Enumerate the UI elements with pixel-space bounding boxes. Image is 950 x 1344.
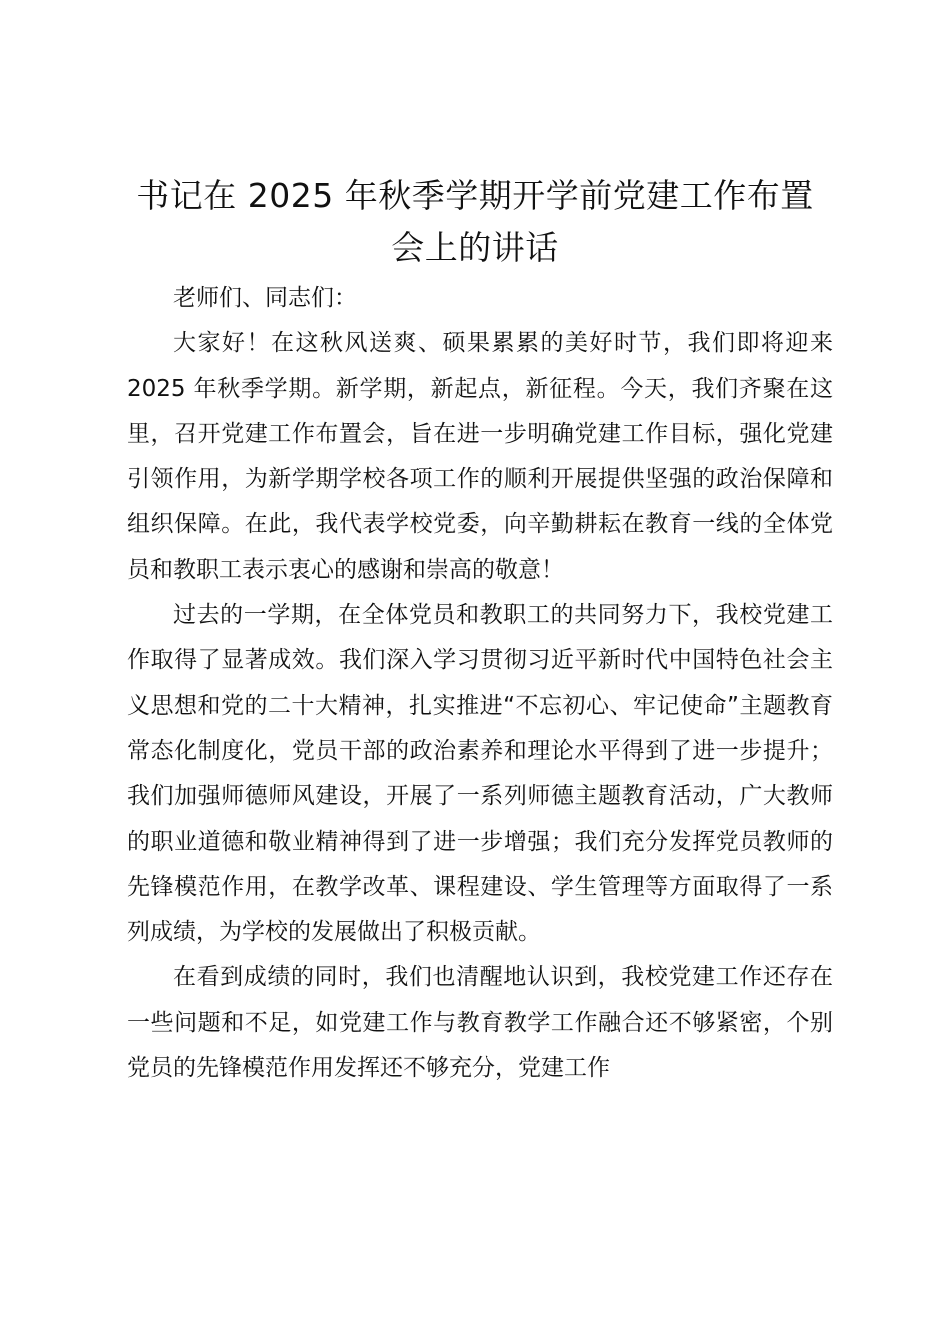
paragraph: 在看到成绩的同时，我们也清醒地认识到，我校党建工作还存在一些问题和不足，如党建工作与教育教学工作融合还不够紧密，个别党员的先锋模范作用发挥还不够充分，党建工作	[127, 964, 833, 1082]
document-body	[127, 276, 833, 1091]
paragraph: 大家好！在这秋风送爽、硕果累累的美好时节，我们即将迎来 2025 年秋季学期。新学期，新起点，新征程。今天，我们齐聚在这里，召开党建工作布置会，旨在进一步明确党建工作目标，强化党建引领作用，为新学期学校各项工作的顺利开展提供坚强的政治保障和组织保障。在此，我代表学校党委，向辛勤耕耘在教育一线的全体党员和教职工表示衷心的感谢和崇高的敬意！	[127, 330, 833, 583]
document-title: 书记在 2025 年秋季学期开学前党建工作布置会上的讲话	[136, 176, 814, 267]
paragraph: 过去的一学期，在全体党员和教职工的共同努力下，我校党建工作取得了显著成效。我们深入学习贯彻习近平新时代中国特色社会主义思想和党的二十大精神，扎实推进“不忘初心、牢记使命”主题教育常态化制度化，党员干部的政治素养和理论水平得到了进一步提升；我们加强师德师风建设，开展了一系列师德主题教育活动，广大教师的职业道德和敬业精神得到了进一步增强；我们充分发挥党员教师的先锋模范作用，在教学改革、课程建设、学生管理等方面取得了一系列成绩，为学校的发展做出了积极贡献。	[127, 602, 833, 946]
salutation: 老师们、同志们：	[173, 285, 357, 311]
